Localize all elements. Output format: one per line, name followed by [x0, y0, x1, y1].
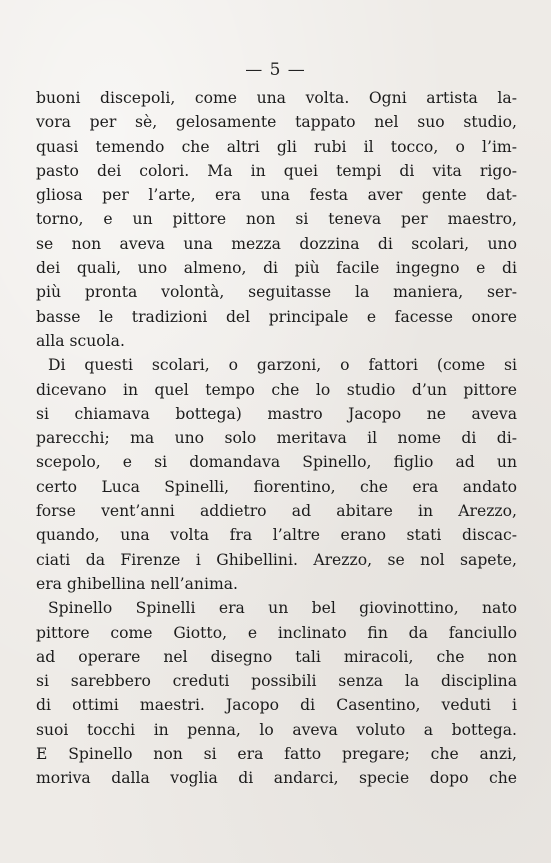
text-line: dei quali, uno almeno, di più facile ingegno e di — [36, 259, 517, 278]
text-line: certo Luca Spinelli, fiorentino, che era andato — [36, 477, 517, 496]
text-line: si sarebbero creduti possibili senza la disciplina — [36, 672, 517, 691]
text-line: pittore come Giotto, e inclinato fin da fanciullo — [36, 623, 517, 642]
text-line: pasto dei colori. Ma in quei tempi di vita rigo- — [36, 161, 517, 180]
text-line: Di questi scolari, o garzoni, o fattori (come si — [48, 356, 517, 375]
text-line: quasi temendo che altri gli rubi il tocco, o l’im- — [36, 137, 517, 156]
text-line: forse vent’anni addietro ad abitare in Arezzo, — [36, 502, 517, 521]
text-line: più pronta volontà, seguitasse la maniera, ser- — [36, 283, 517, 302]
text-line: Spinello Spinelli era un bel giovinottino, nato — [48, 599, 517, 618]
text-line: parecchi; ma uno solo meritava il nome di di- — [36, 429, 517, 448]
text-line: si chiamava bottega) mastro Jacopo ne aveva — [36, 404, 517, 423]
text-line: moriva dalla voglia di andarci, specie dopo che — [36, 769, 517, 788]
text-line: gliosa per l’arte, era una festa aver gente dat- — [36, 186, 517, 205]
text-line: scepolo, e si domandava Spinello, figlio ad un — [36, 453, 517, 472]
page-number: — 5 — — [245, 60, 306, 80]
text-line: ciati da Firenze i Ghibellini. Arezzo, se nol sapete, — [36, 550, 517, 569]
text-line: dicevano in quel tempo che lo studio d’un pittore — [36, 380, 517, 399]
text-line: quando, una volta fra l’altre erano stati discac- — [36, 526, 517, 545]
text-line: vora per sè, gelosamente tappato nel suo studio, — [36, 113, 517, 132]
text-line: alla scuola. — [36, 331, 125, 350]
text-line: di ottimi maestri. Jacopo di Casentino, veduti i — [36, 696, 517, 715]
text-line: se non aveva una mezza dozzina di scolari, uno — [36, 234, 517, 253]
body-text — [36, 86, 517, 791]
text-line: era ghibellina nell’anima. — [36, 574, 238, 593]
text-line: basse le tradizioni del principale e facesse onore — [36, 307, 517, 326]
text-line: E Spinello non si era fatto pregare; che anzi, — [36, 745, 517, 764]
text-line: buoni discepoli, come una volta. Ogni artista la- — [36, 89, 517, 107]
text-line: ad operare nel disegno tali miracoli, che non — [36, 647, 517, 666]
text-line: suoi tocchi in penna, lo aveva voluto a bottega. — [36, 720, 517, 739]
text-line: torno, e un pittore non si teneva per maestro, — [36, 210, 517, 229]
